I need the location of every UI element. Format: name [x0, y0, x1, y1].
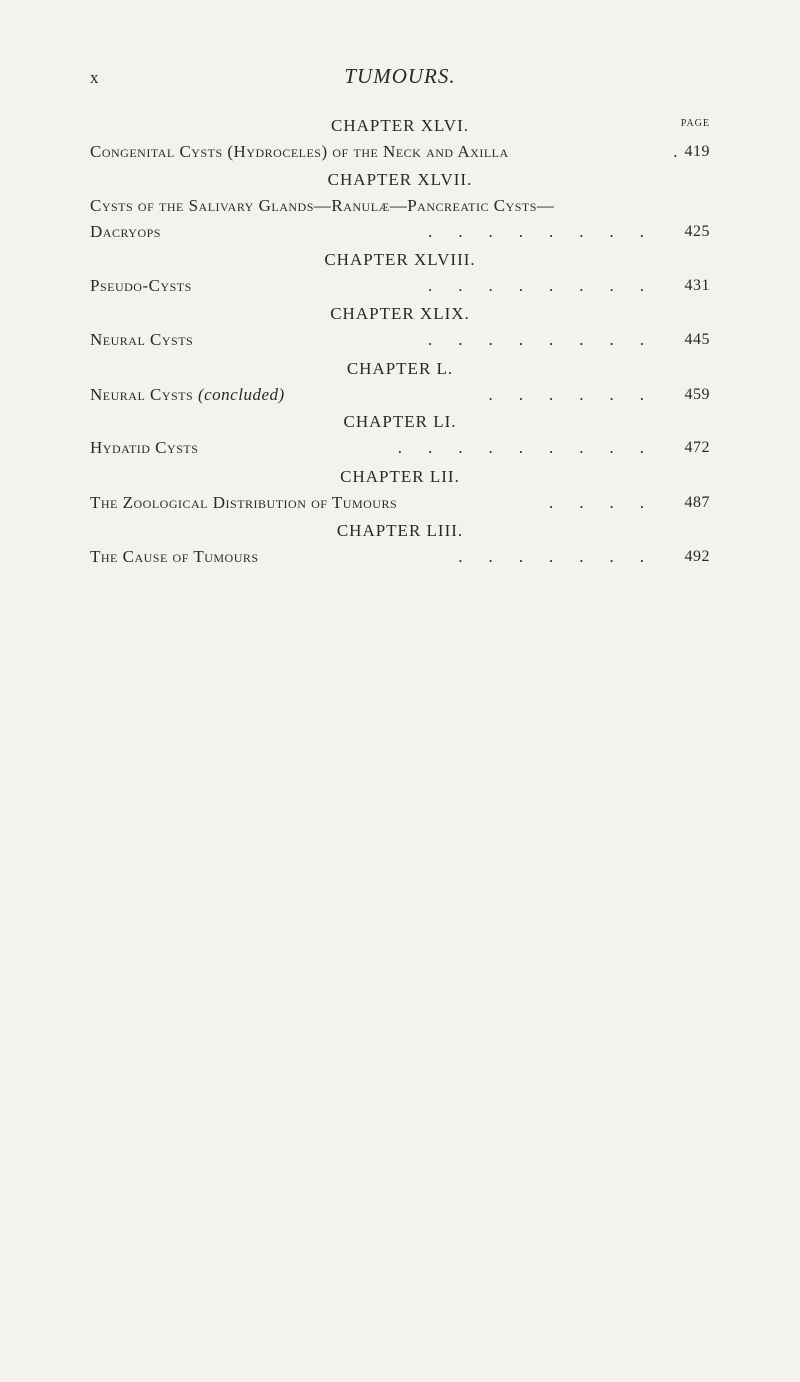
entry-title: Congenital Cysts (Hydroceles) of the Neck and Axilla — [90, 142, 509, 161]
entry-page-number: 492 — [684, 548, 710, 565]
entry-title: The Cause of Tumours — [90, 547, 259, 566]
toc-line — [90, 382, 710, 408]
toc-entry-chapter-liii — [90, 518, 710, 570]
entry-page-number: 445 — [684, 331, 710, 348]
entry-page-number: 459 — [684, 386, 710, 403]
toc-line — [90, 327, 710, 353]
dot-leader: .... — [549, 493, 670, 512]
toc-entry-chapter-xlvii — [90, 167, 710, 245]
entry-title: Neural Cysts — [90, 330, 194, 349]
entry-title: Hydatid Cysts — [90, 438, 199, 457]
toc-entry-chapter-xlviii — [90, 247, 710, 299]
running-header — [90, 64, 710, 94]
dot-leader: ...... — [488, 385, 670, 404]
entry-title: The Zoological Distribution of Tumours — [90, 493, 398, 512]
entry-title-line-2: Dacryops — [90, 222, 161, 241]
chapter-heading: CHAPTER LI. — [343, 412, 457, 431]
page-column-label: PAGE — [680, 118, 710, 129]
toc-line — [90, 273, 710, 299]
chapter-heading: CHAPTER LII. — [340, 467, 460, 486]
chapter-heading — [90, 113, 710, 139]
toc-entry-chapter-xlix — [90, 301, 710, 353]
entry-title — [90, 385, 285, 404]
dot-leader: ........ — [428, 222, 670, 241]
entry-title: Pseudo-Cysts — [90, 276, 192, 295]
toc-entry-chapter-li — [90, 409, 710, 461]
toc-line — [90, 490, 710, 516]
dot-leader: ........ — [428, 276, 670, 295]
leader-dot: . — [673, 142, 678, 161]
entry-page-number: 431 — [684, 277, 710, 294]
toc-line — [90, 139, 710, 165]
toc-line — [90, 219, 710, 245]
entry-page-number: 487 — [684, 494, 710, 511]
dot-leader: ........ — [428, 330, 670, 349]
running-title: TUMOURS. — [344, 64, 456, 88]
toc-entry-chapter-lii — [90, 464, 710, 516]
chapter-heading: CHAPTER L. — [346, 359, 454, 378]
chapter-heading: CHAPTER LIII. — [336, 521, 464, 540]
entry-page-number: 425 — [684, 223, 710, 240]
dot-leader: ......... — [397, 438, 670, 457]
entry-title-line-1: Cysts of the Salivary Glands—Ranulæ—Pancreatic Cysts— — [90, 196, 555, 215]
entry-page-number: 472 — [684, 439, 710, 456]
entry-title-suffix: (concluded) — [197, 385, 285, 404]
entry-page-number: 419 — [684, 143, 710, 160]
page-number: x — [90, 68, 100, 87]
toc-line — [90, 544, 710, 570]
toc-entry-chapter-l — [90, 356, 710, 408]
chapter-heading-text: CHAPTER XLVI. — [331, 116, 469, 135]
entry-title-main: Neural Cysts — [90, 385, 194, 404]
toc-line — [90, 435, 710, 461]
toc-line — [90, 193, 710, 219]
chapter-heading: CHAPTER XLVIII. — [324, 250, 476, 269]
chapter-heading: CHAPTER XLIX. — [330, 304, 470, 323]
dot-leader: ....... — [458, 547, 670, 566]
chapter-heading: CHAPTER XLVII. — [327, 170, 473, 189]
toc-entry-chapter-xlvi — [90, 113, 710, 165]
